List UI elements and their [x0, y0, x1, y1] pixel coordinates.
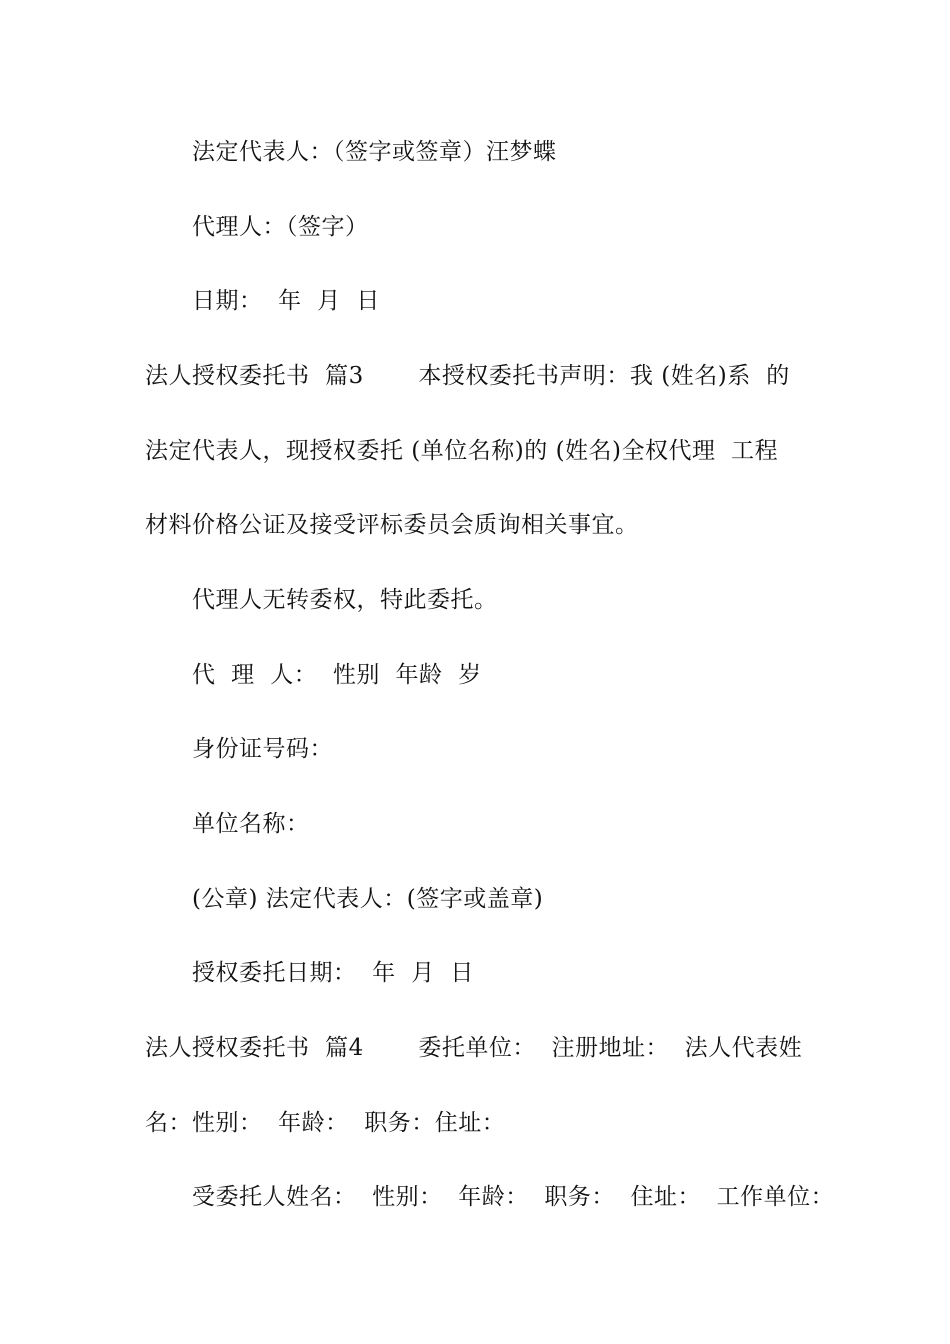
section-4-heading-paragraph: 法人授权委托书 篇4 委托单位： 注册地址： 法人代表姓	[145, 1035, 803, 1061]
no-transfer-statement: 代理人无转委权，特此委托。	[192, 587, 498, 613]
paragraph-line: 法定代表人，现授权委托 (单位名称)的 (姓名)全权代理 工程	[145, 438, 779, 464]
date-line: 日期： 年 月 日	[192, 288, 380, 314]
unit-name-line: 单位名称：	[192, 811, 310, 837]
id-number-line: 身份证号码：	[192, 736, 333, 762]
authorization-date-line: 授权委托日期： 年 月 日	[192, 960, 474, 986]
seal-signature-line: (公章) 法定代表人：(签字或盖章)	[192, 886, 544, 912]
legal-representative-signature-line: 法定代表人：（签字或签章）汪梦蝶	[192, 139, 557, 165]
paragraph-line: 名：性别： 年龄： 职务：住址：	[145, 1110, 506, 1136]
agent-signature-line: 代理人：（签字）	[192, 214, 369, 240]
paragraph-line: 材料价格公证及接受评标委员会质询相关事宜。	[145, 512, 639, 538]
agent-info-line: 代 理 人： 性别 年龄 岁	[192, 662, 482, 688]
section-3-heading-paragraph: 法人授权委托书 篇3 本授权委托书声明：我 (姓名)系 的	[145, 363, 790, 389]
trustee-info-line: 受委托人姓名： 性别： 年龄： 职务： 住址： 工作单位：	[192, 1184, 835, 1210]
